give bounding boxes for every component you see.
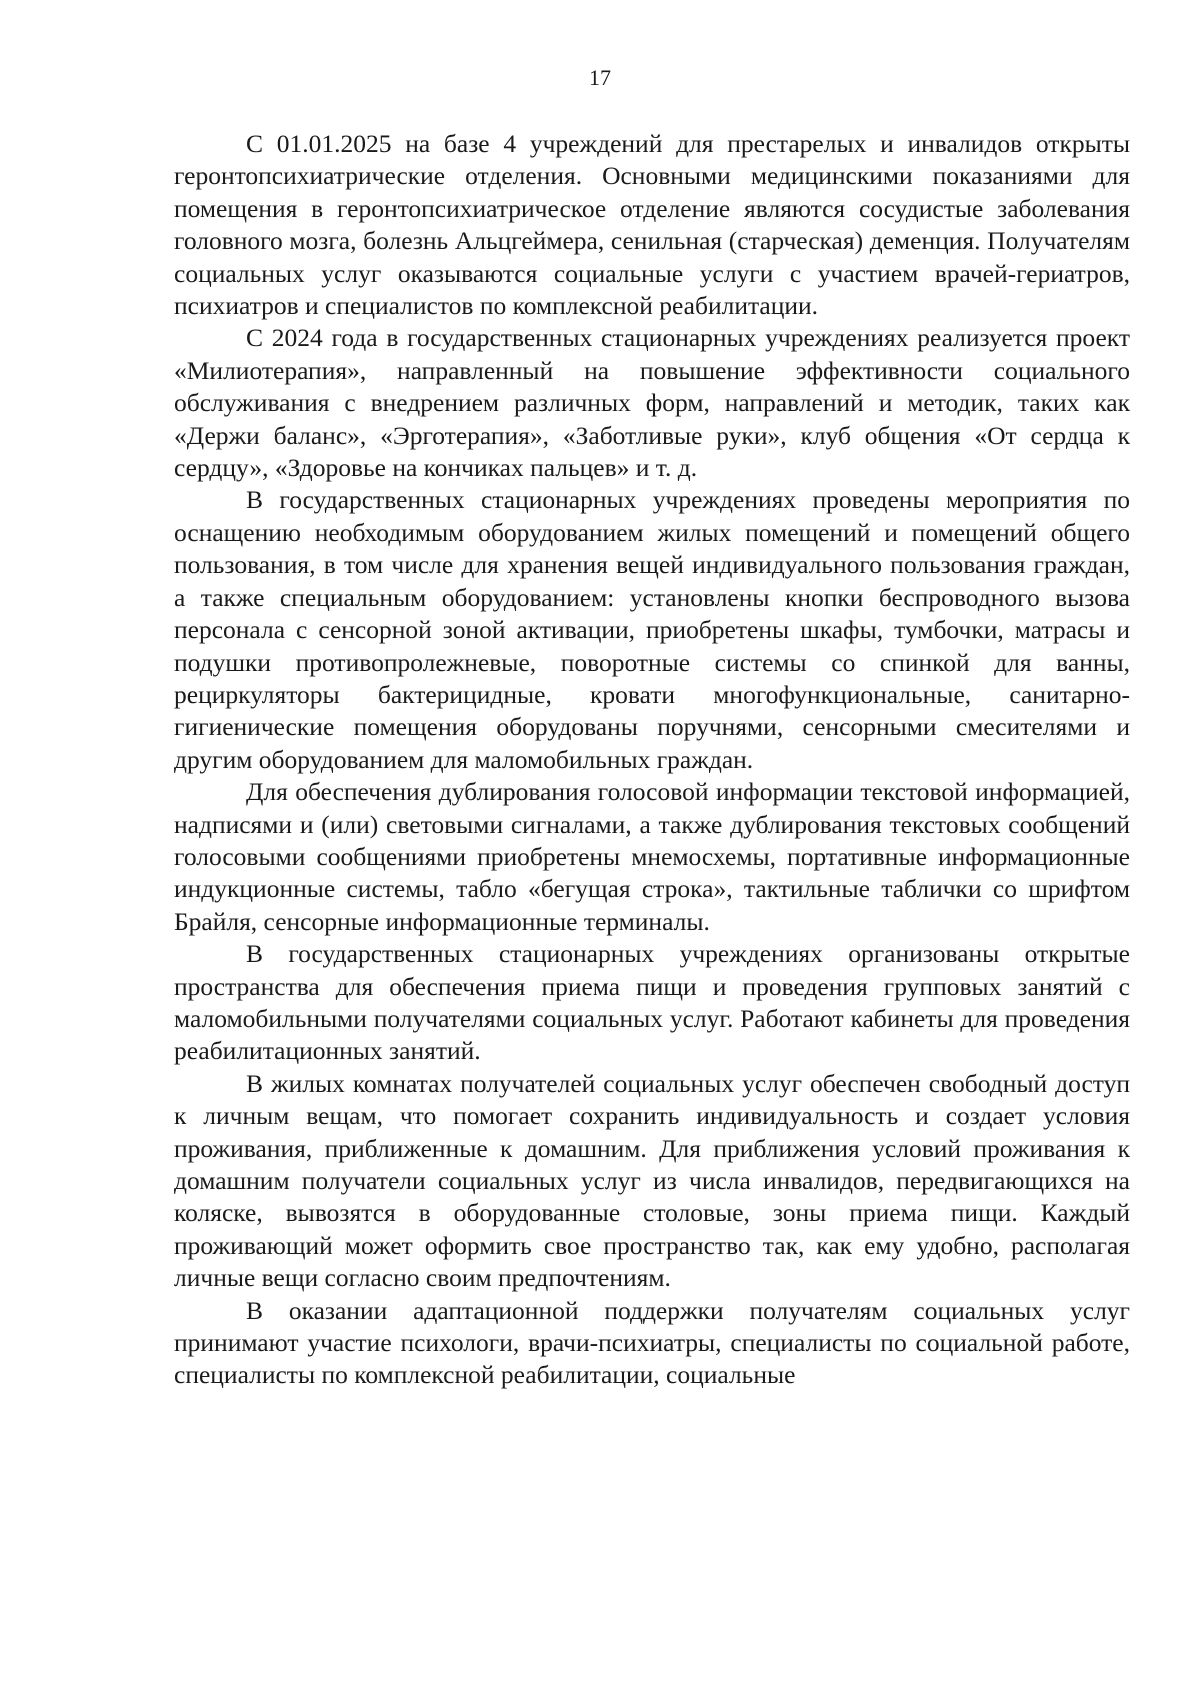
page-number: 17: [589, 65, 611, 90]
paragraph-living-rooms: В жилых комнатах получателей социальных услуг обеспечен свободный доступ к личным вещам, что помогает сохранить индивидуальность и создает условия проживания, приближенные к домашним. Для приближения условий проживания к домашним получатели социальных услуг из числа инвалидов, передвигающихся на коляске, вывозятся в оборудованные столовые, зоны приема пищи. Каждый проживающий может оформить свое пространство так, как ему удобно, располагая личные вещи согласно своим предпочтениям.: [174, 1068, 1130, 1293]
paragraph-gerontopsychiatric-departments: С 01.01.2025 на базе 4 учреждений для престарелых и инвалидов открыты геронтопсихиатрические отделения. Основными медицинскими показаниями для помещения в геронтопсихиатрическое отделение являются сосудистые заболевания головного мозга, болезнь Альцгеймера, сенильная (старческая) деменция. Получателям социальных услуг оказываются социальные услуги с участием врачей-гериатров, психиатров и специалистов по комплексной реабилитации.: [174, 129, 1130, 321]
paragraph-equipment: В государственных стационарных учреждениях проведены мероприятия по оснащению необходимым оборудованием жилых помещений и помещений общего пользования, в том числе для хранения вещей индивидуального пользования граждан, а также специальным оборудованием: установлены кнопки беспроводного вызова персонала с сенсорной зоной активации, приобретены шкафы, тумбочки, матрасы и подушки противопролежневые, поворотные системы со спинкой для ванны, рециркуляторы бактерицидные, кровати многофункциональные, санитарно-гигиенические помещения оборудованы поручнями, сенсорными смесителями и другим оборудованием для маломобильных граждан.: [174, 485, 1130, 774]
paragraph-adaptation-support: В оказании адаптационной поддержки получателям социальных услуг принимают участие психологи, врачи-психиатры, специалисты по социальной работе, специалисты по комплексной реабилитации, социальные: [174, 1295, 1130, 1390]
paragraph-open-spaces: В государственных стационарных учреждениях организованы открытые пространства для обеспечения приема пищи и проведения групповых занятий с маломобильными получателями социальных услуг. Работают кабинеты для проведения реабилитационных занятий.: [174, 939, 1130, 1066]
paragraph-information-duplication: Для обеспечения дублирования голосовой информации текстовой информацией, надписями и (или) световыми сигналами, а также дублирования текстовых сообщений голосовыми сообщениями приобретены мнемосхемы, портативные информационные индукционные системы, табло «бегущая строка», тактильные таблички со шрифтом Брайля, сенсорные информационные терминалы.: [174, 777, 1130, 936]
document-body: [174, 128, 1130, 1392]
paragraph-miliotherapy-project: С 2024 года в государственных стационарных учреждениях реализуется проект «Милиотерапия», направленный на повышение эффективности социального обслуживания с внедрением различных форм, направлений и методик, таких как «Держи баланс», «Эрготерапия», «Заботливые руки», клуб общения «От сердца к сердцу», «Здоровье на кончиках пальцев» и т. д.: [174, 323, 1130, 483]
